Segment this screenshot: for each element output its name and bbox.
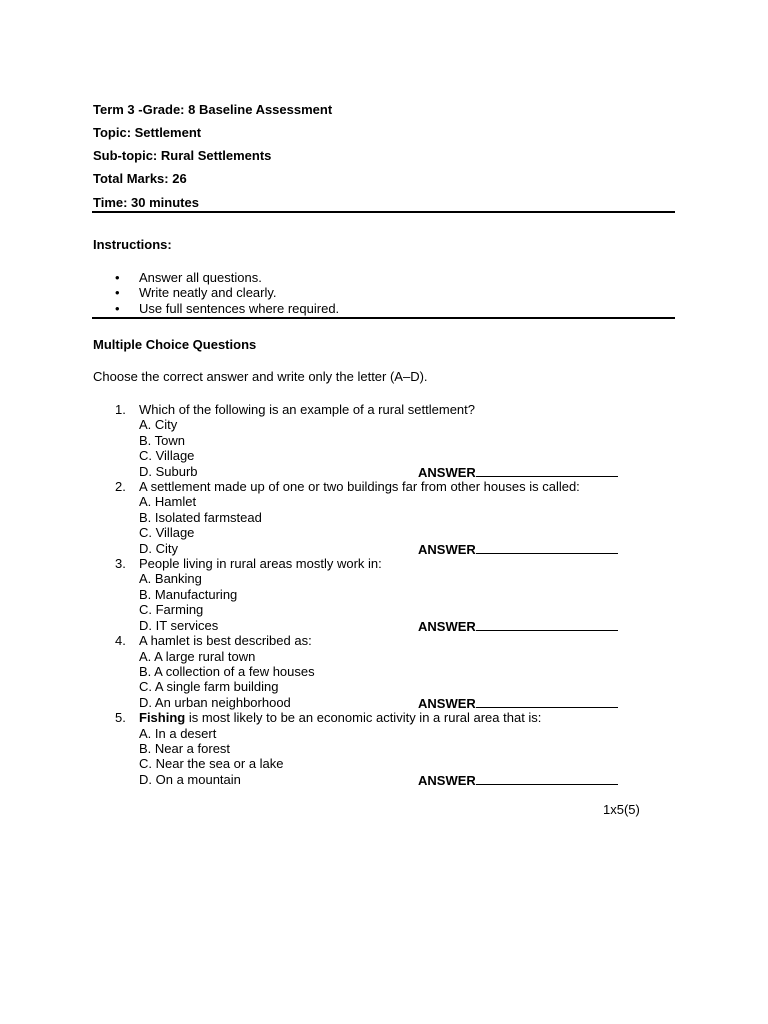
- option-d-text: D. On a mountain: [139, 771, 241, 787]
- option-c: C. Village: [139, 448, 195, 464]
- option-a: A. A large rural town: [139, 648, 256, 664]
- option-d-text: D. Suburb: [139, 463, 198, 479]
- question-text: Which of the following is an example of a rural settlement?: [139, 402, 476, 417]
- question-5: [113, 710, 673, 787]
- question-number: 4.: [115, 633, 126, 649]
- assessment-title: Term 3 -Grade: 8 Baseline Assessment: [93, 102, 333, 117]
- option-d-text: D. IT services: [139, 617, 219, 633]
- question-number: 3.: [115, 556, 126, 572]
- instructions-heading: Instructions:: [93, 237, 172, 252]
- question-number: 2.: [115, 479, 126, 495]
- question-text: People living in rural areas mostly work in:: [139, 556, 382, 572]
- section-heading: Multiple Choice Questions: [93, 337, 257, 352]
- instructions-divider: [92, 317, 675, 319]
- question-list: [113, 402, 673, 787]
- section-directions: Choose the correct answer and write only the letter (A–D).: [93, 369, 428, 384]
- option-c: C. Village: [139, 525, 195, 541]
- option-d: [113, 772, 673, 787]
- answer-label: ANSWER: [418, 772, 476, 788]
- bullet-icon: •: [115, 270, 120, 285]
- question-keyword: Fishing: [139, 710, 186, 726]
- time-line: Time: 30 minutes: [93, 195, 199, 210]
- instructions-list: [115, 270, 339, 316]
- instruction-text: Use full sentences where required.: [139, 300, 340, 316]
- option-d: [113, 541, 673, 556]
- option-c: C. Farming: [139, 602, 204, 618]
- bullet-icon: •: [115, 300, 120, 316]
- option-b: B. Isolated farmstead: [139, 509, 262, 525]
- option-b: B. Manufacturing: [139, 586, 238, 602]
- option-d: [113, 618, 673, 633]
- answer-blank[interactable]: [476, 772, 618, 785]
- option-a: A. Banking: [139, 571, 202, 587]
- option-a: A. In a desert: [139, 725, 217, 741]
- question-number: 5.: [115, 710, 126, 726]
- subtopic-line: Sub-topic: Rural Settlements: [93, 148, 272, 163]
- answer-label: ANSWER: [418, 618, 476, 634]
- question-4: [113, 633, 673, 710]
- header-divider: [92, 211, 675, 213]
- option-c: C. A single farm building: [139, 679, 279, 695]
- answer-field[interactable]: [418, 618, 618, 634]
- option-d-text: D. City: [139, 540, 178, 556]
- question-number: 1.: [115, 402, 126, 417]
- answer-field[interactable]: [418, 695, 618, 711]
- question-1: [113, 402, 673, 479]
- option-b: B. Near a forest: [139, 740, 231, 756]
- instruction-item: [115, 301, 339, 316]
- instruction-item: [115, 285, 339, 300]
- answer-label: ANSWER: [418, 541, 476, 557]
- answer-field[interactable]: [418, 464, 618, 480]
- total-marks-line: Total Marks: 26: [93, 171, 187, 186]
- option-d: [113, 695, 673, 710]
- option-c: C. Near the sea or a lake: [139, 756, 284, 772]
- question-text-rest: is most likely to be an economic activity in a rural area that is:: [185, 710, 542, 726]
- answer-label: ANSWER: [418, 695, 476, 711]
- question-2: [113, 479, 673, 556]
- instruction-item: [115, 270, 339, 285]
- topic-line: Topic: Settlement: [93, 125, 202, 140]
- answer-blank[interactable]: [476, 695, 618, 708]
- answer-blank[interactable]: [476, 618, 618, 631]
- answer-blank[interactable]: [476, 541, 618, 554]
- answer-blank[interactable]: [476, 464, 618, 477]
- instruction-text: Answer all questions.: [139, 270, 262, 285]
- answer-field[interactable]: [418, 772, 618, 788]
- question-3: [113, 556, 673, 633]
- question-text: A hamlet is best described as:: [139, 633, 312, 649]
- option-d: [113, 464, 673, 479]
- answer-label: ANSWER: [418, 464, 476, 480]
- question-text: [113, 710, 673, 725]
- marks-allocation: 1x5(5): [603, 802, 640, 817]
- answer-field[interactable]: [418, 541, 618, 557]
- instruction-text: Write neatly and clearly.: [139, 285, 277, 301]
- option-b: B. A collection of a few houses: [139, 663, 315, 679]
- option-d-text: D. An urban neighborhood: [139, 694, 291, 710]
- question-text: A settlement made up of one or two buildings far from other houses is called:: [139, 479, 580, 495]
- bullet-icon: •: [115, 285, 120, 301]
- option-a: A. City: [139, 417, 178, 433]
- option-a: A. Hamlet: [139, 494, 197, 510]
- option-b: B. Town: [139, 432, 186, 448]
